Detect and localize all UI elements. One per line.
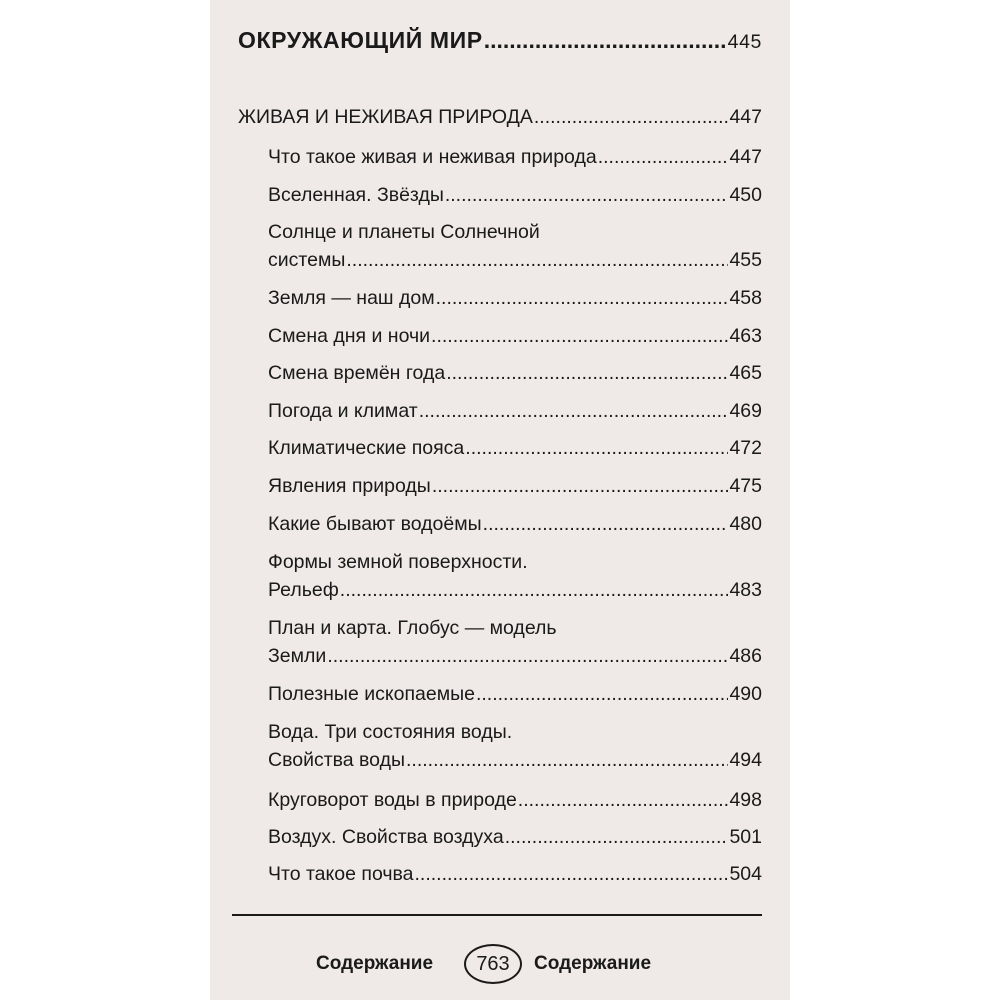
footer-label-right: Содержание: [534, 953, 652, 974]
toc-entry-title: системы: [268, 249, 346, 271]
toc-entry-title-line: План и карта. Глобус — модель: [268, 617, 557, 639]
toc-leader-dots: [483, 512, 729, 536]
toc-entry: [268, 183, 762, 207]
page-number-badge: 763: [464, 944, 522, 984]
toc-leader-dots: [505, 825, 729, 849]
toc-leader-dots: [476, 682, 728, 706]
toc-leader-dots: [406, 748, 728, 772]
toc-leader-dots: [415, 862, 729, 886]
toc-entry-page: 490: [729, 683, 762, 705]
toc-leader-dots: [346, 248, 728, 272]
toc-entry: [268, 436, 762, 460]
page-footer: [0, 944, 1000, 984]
toc-subsection-page: 447: [729, 106, 762, 128]
toc-section-page: 445: [727, 31, 762, 53]
toc-leader-dots: [431, 324, 728, 348]
toc-entry-title: Полезные ископаемые: [268, 683, 475, 705]
toc-entry-title: Что такое живая и неживая природа: [268, 146, 597, 168]
toc-entry-title: Климатические пояса: [268, 437, 465, 459]
toc-entry-title: Земля — наш дом: [268, 287, 435, 309]
toc-entry-title-line: Формы земной поверхности.: [268, 551, 528, 573]
toc-entry-page: 458: [729, 287, 762, 309]
toc-entry: [268, 145, 762, 169]
toc-entry-title: Погода и климат: [268, 400, 418, 422]
toc-section-title: ОКРУЖАЮЩИЙ МИР: [238, 27, 483, 53]
toc-leader-dots: [465, 436, 728, 460]
toc-entry-title-line: Вода. Три состояния воды.: [268, 721, 513, 743]
toc-entry-page: 498: [729, 789, 762, 811]
toc-entry-page: 483: [729, 579, 762, 601]
toc-entry-page: 494: [729, 749, 762, 771]
toc-entry-page: 450: [729, 184, 762, 206]
toc-entry: [268, 286, 762, 310]
toc-leader-dots: [419, 399, 729, 423]
toc-entry-title: Рельеф: [268, 579, 339, 601]
toc-leader-dots: [432, 474, 729, 498]
toc-entry-page: 501: [729, 826, 762, 848]
toc-leader-dots: [518, 788, 729, 812]
toc-entry: [268, 399, 762, 423]
toc-section-heading: [238, 28, 762, 54]
toc-entry: [268, 748, 762, 772]
toc-entry-page: 504: [729, 863, 762, 885]
toc-subsection-heading: [238, 105, 762, 129]
toc-entry: [268, 512, 762, 536]
toc-entry-title: Что такое почва: [268, 863, 414, 885]
toc-leader-dots: [445, 183, 729, 207]
toc-entry: [268, 862, 762, 886]
toc-entry-page: 475: [729, 475, 762, 497]
toc-entry-title: Круговорот воды в природе: [268, 789, 517, 811]
toc-leader-dots: [436, 286, 729, 310]
toc-entry-page: 455: [729, 249, 762, 271]
toc-entry-title: Смена времён года: [268, 362, 446, 384]
toc-entry-title: Вселенная. Звёзды: [268, 184, 444, 206]
toc-leader-dots: [446, 361, 728, 385]
toc-entry: [268, 578, 762, 602]
toc-entry-title: Земли: [268, 645, 327, 667]
toc-entry: [268, 474, 762, 498]
toc-subsection-title: ЖИВАЯ И НЕЖИВАЯ ПРИРОДА: [238, 106, 533, 128]
toc-leader-dots: [484, 28, 727, 52]
footer-label-left: Содержание: [316, 953, 434, 974]
toc-entry: [268, 644, 762, 668]
toc-leader-dots: [327, 644, 728, 668]
toc-entry-page: 472: [729, 437, 762, 459]
footer-rule: [232, 914, 762, 916]
toc-entry-title-line: Солнце и планеты Солнечной: [268, 221, 540, 243]
toc-leader-dots: [340, 578, 729, 602]
toc-entry-page: 480: [729, 513, 762, 535]
toc-entry-page: 465: [729, 362, 762, 384]
toc-entry: [268, 324, 762, 348]
toc-entry-title: Свойства воды: [268, 749, 405, 771]
toc-entry-title: Смена дня и ночи: [268, 325, 431, 347]
toc-entry: [268, 788, 762, 812]
toc-entry: [268, 682, 762, 706]
toc-entry-page: 469: [729, 400, 762, 422]
toc-entry-page: 463: [729, 325, 762, 347]
toc-leader-dots: [534, 105, 729, 129]
toc-entry: [268, 825, 762, 849]
toc-entry: [268, 361, 762, 385]
toc-entry-title: Явления природы: [268, 475, 431, 497]
toc-entry-title: Воздух. Свойства воздуха: [268, 826, 504, 848]
toc-entry-page: 486: [729, 645, 762, 667]
toc-entry: [268, 248, 762, 272]
toc-leader-dots: [598, 145, 729, 169]
toc-entry-page: 447: [729, 146, 762, 168]
toc-entry-title: Какие бывают водоёмы: [268, 513, 482, 535]
